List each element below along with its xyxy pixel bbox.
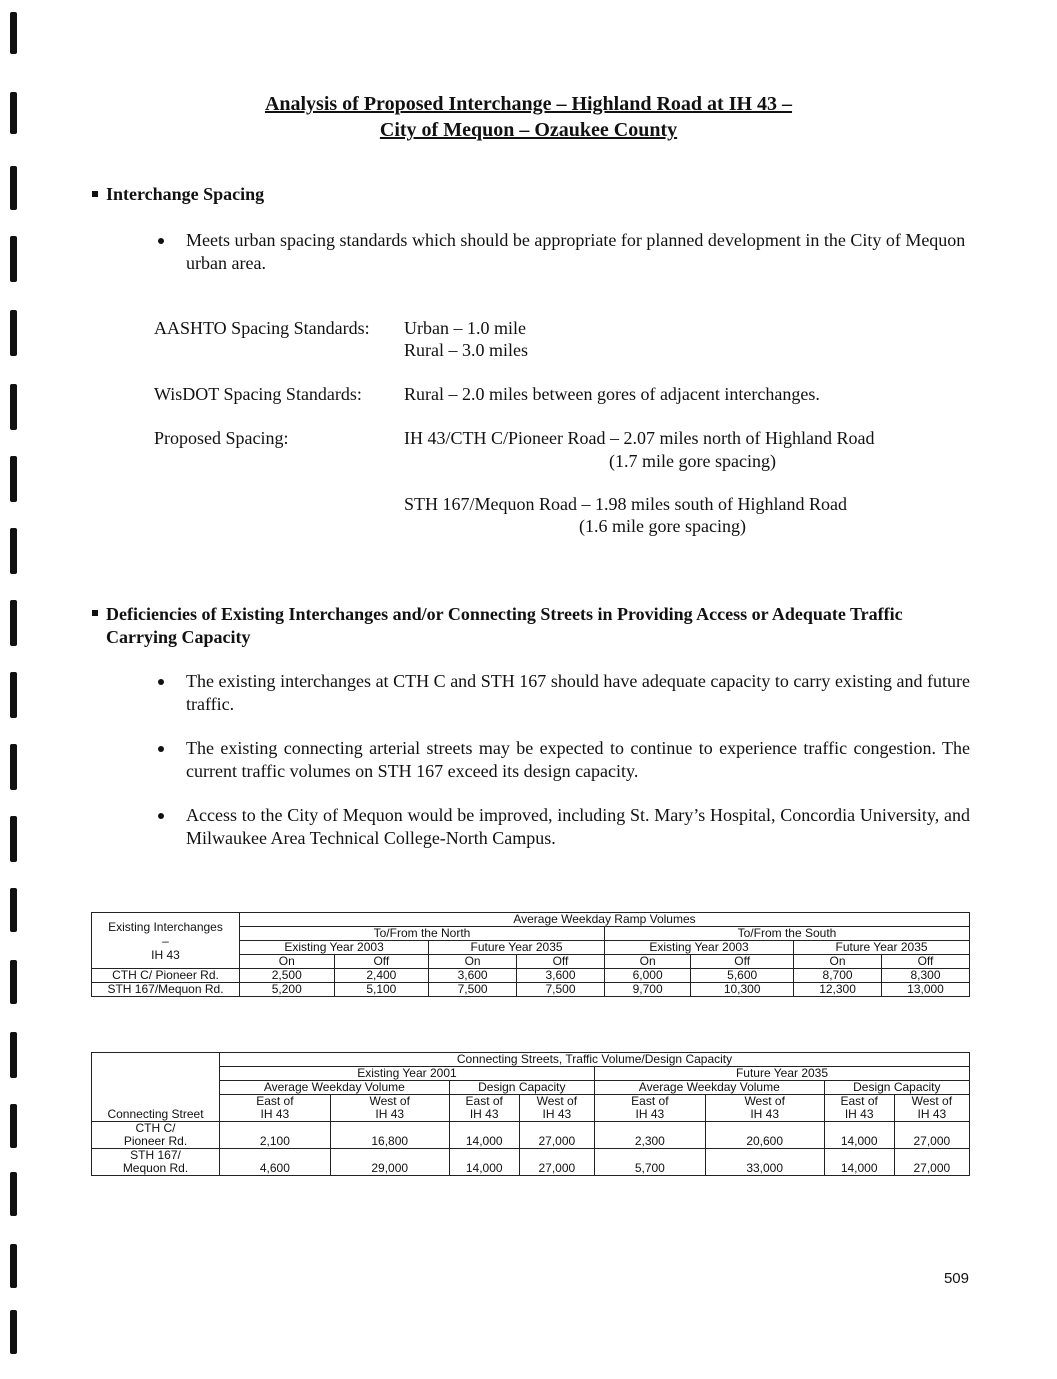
ih43: IH 43 (260, 1107, 290, 1121)
cell: 2,100 (220, 1122, 331, 1149)
cell: 5,200 (240, 983, 335, 997)
section-heading-spacing: Interchange Spacing (106, 184, 265, 204)
cell: 9,700 (604, 983, 690, 997)
page-title-line2: City of Mequon – Ozaukee County (379, 119, 678, 141)
on-header: On (240, 955, 335, 969)
cell: 14,000 (824, 1122, 894, 1149)
cell: 2,300 (594, 1122, 705, 1149)
row-label: STH 167/Mequon Rd. (92, 983, 240, 997)
existing-2001-header: Existing Year 2001 (220, 1067, 595, 1081)
cell: 5,100 (334, 983, 429, 997)
ramp-table-corner (92, 913, 240, 969)
cell: 14,000 (449, 1149, 519, 1176)
ih43: IH 43 (469, 1107, 499, 1121)
cell: 7,500 (517, 983, 605, 997)
cell: 27,000 (519, 1149, 594, 1176)
section-bullet-square (92, 191, 98, 197)
west-of: West of (744, 1094, 785, 1108)
cell: 27,000 (519, 1122, 594, 1149)
proposed-north-line1: IH 43/CTH C/Pioneer Road – 2.07 miles north of Highland Road (404, 428, 875, 448)
cell: 5,600 (691, 969, 794, 983)
existing-year-header: Existing Year 2003 (604, 941, 793, 955)
proposed-north-line2: (1.7 mile gore spacing) (609, 451, 776, 471)
cell: 29,000 (330, 1149, 449, 1176)
bullet-dot (158, 679, 164, 685)
off-header: Off (517, 955, 605, 969)
ih43: IH 43 (375, 1107, 405, 1121)
proposed-south-line2: (1.6 mile gore spacing) (579, 516, 746, 536)
off-header: Off (334, 955, 429, 969)
connecting-main-header: Connecting Streets, Traffic Volume/Design Capacity (220, 1053, 970, 1067)
cell: 33,000 (705, 1149, 824, 1176)
future-year-header: Future Year 2035 (429, 941, 605, 955)
cell: 8,300 (882, 969, 970, 983)
corner-line2: – (162, 933, 169, 948)
east-of: East of (840, 1094, 878, 1108)
cell: 14,000 (449, 1122, 519, 1149)
aashto-urban: Urban – 1.0 mile (404, 318, 526, 338)
deficiency-bullet-2: The existing connecting arterial streets may be expected to continue to experience traffic congestion. The current traffic volumes on STH 167 exceed its design capacity. (186, 738, 970, 781)
cell: 27,000 (894, 1122, 969, 1149)
cell: 13,000 (882, 983, 970, 997)
west-header (705, 1095, 824, 1122)
table-row (92, 969, 970, 983)
spacing-bullet-text: Meets urban spacing standards which should be appropriate for planned development in the City of Mequon urban area. (186, 230, 966, 273)
ih43: IH 43 (750, 1107, 780, 1121)
existing-year-header: Existing Year 2003 (240, 941, 429, 955)
cell: 16,800 (330, 1122, 449, 1149)
west-of: West of (369, 1094, 410, 1108)
ih43: IH 43 (917, 1107, 947, 1121)
aashto-label: AASHTO Spacing Standards: (154, 318, 370, 338)
west-of: West of (911, 1094, 953, 1108)
row-label-line1: CTH C/ (135, 1121, 176, 1135)
section-bullet-square (92, 610, 98, 616)
ramp-volumes-table (91, 912, 970, 997)
on-header: On (604, 955, 690, 969)
cell: 14,000 (824, 1149, 894, 1176)
section-heading-deficiencies: Deficiencies of Existing Interchanges and/or Connecting Streets in Providing Access or Adequate Traffic Carrying Capacity (106, 604, 903, 647)
cell: 12,300 (794, 983, 882, 997)
east-of: East of (631, 1094, 669, 1108)
east-header (824, 1095, 894, 1122)
cell: 7,500 (429, 983, 517, 997)
future-year-header: Future Year 2035 (794, 941, 970, 955)
deficiency-bullet-1: The existing interchanges at CTH C and STH 167 should have adequate capacity to carry existing and future traffic. (186, 671, 970, 714)
cell: 27,000 (894, 1149, 969, 1176)
east-of: East of (465, 1094, 503, 1108)
wisdot-value: Rural – 2.0 miles between gores of adjacent interchanges. (404, 384, 820, 404)
cell: 20,600 (705, 1122, 824, 1149)
table-row (92, 983, 970, 997)
ih43: IH 43 (635, 1107, 665, 1121)
ramp-main-header: Average Weekday Ramp Volumes (240, 913, 970, 927)
cell: 5,700 (594, 1149, 705, 1176)
on-header: On (429, 955, 517, 969)
page-title-line1: Analysis of Proposed Interchange – Highland Road at IH 43 – (264, 93, 793, 115)
deficiency-bullet-3: Access to the City of Mequon would be improved, including St. Mary’s Hospital, Concordia University, and Milwaukee Area Technical College-North Campus. (186, 805, 970, 848)
east-header (594, 1095, 705, 1122)
cell: 6,000 (604, 969, 690, 983)
row-label (92, 1122, 220, 1149)
west-header (894, 1095, 969, 1122)
dir-south-header: To/From the South (604, 927, 969, 941)
off-header: Off (691, 955, 794, 969)
row-label-line2: Pioneer Rd. (123, 1134, 188, 1148)
row-label-line1: STH 167/ (130, 1148, 181, 1162)
ih43: IH 43 (844, 1107, 874, 1121)
design-capacity-header: Design Capacity (449, 1081, 594, 1095)
row-label-line2: Mequon Rd. (122, 1161, 189, 1175)
dir-north-header: To/From the North (240, 927, 605, 941)
cell: 10,300 (691, 983, 794, 997)
aashto-rural: Rural – 3.0 miles (404, 340, 528, 360)
bullet-dot (158, 813, 164, 819)
design-capacity-header: Design Capacity (824, 1081, 969, 1095)
page-number: 509 (943, 1270, 969, 1287)
cell: 2,400 (334, 969, 429, 983)
table-row (92, 1149, 970, 1176)
connecting-streets-table (91, 1052, 970, 1176)
bullet-dot (158, 746, 164, 752)
awv-header: Average Weekday Volume (220, 1081, 450, 1095)
off-header: Off (882, 955, 970, 969)
proposed-label: Proposed Spacing: (154, 428, 289, 448)
cell: 8,700 (794, 969, 882, 983)
cell: 3,600 (517, 969, 605, 983)
west-header (330, 1095, 449, 1122)
cell: 4,600 (220, 1149, 331, 1176)
table-row (92, 1122, 970, 1149)
proposed-south-line1: STH 167/Mequon Road – 1.98 miles south of Highland Road (404, 494, 847, 514)
corner-line1: Existing Interchanges (108, 919, 223, 934)
row-label: CTH C/ Pioneer Rd. (92, 969, 240, 983)
future-2035-header: Future Year 2035 (594, 1067, 969, 1081)
cell: 2,500 (240, 969, 335, 983)
east-header (220, 1095, 331, 1122)
row-label (92, 1149, 220, 1176)
bullet-dot (158, 238, 164, 244)
east-of: East of (256, 1094, 294, 1108)
west-header (519, 1095, 594, 1122)
ih43: IH 43 (542, 1107, 572, 1121)
awv-header: Average Weekday Volume (594, 1081, 824, 1095)
connecting-street-corner: Connecting Street (92, 1053, 220, 1122)
corner-line3: IH 43 (151, 947, 180, 962)
cell: 3,600 (429, 969, 517, 983)
on-header: On (794, 955, 882, 969)
west-of: West of (536, 1094, 578, 1108)
wisdot-label: WisDOT Spacing Standards: (154, 384, 362, 404)
east-header (449, 1095, 519, 1122)
